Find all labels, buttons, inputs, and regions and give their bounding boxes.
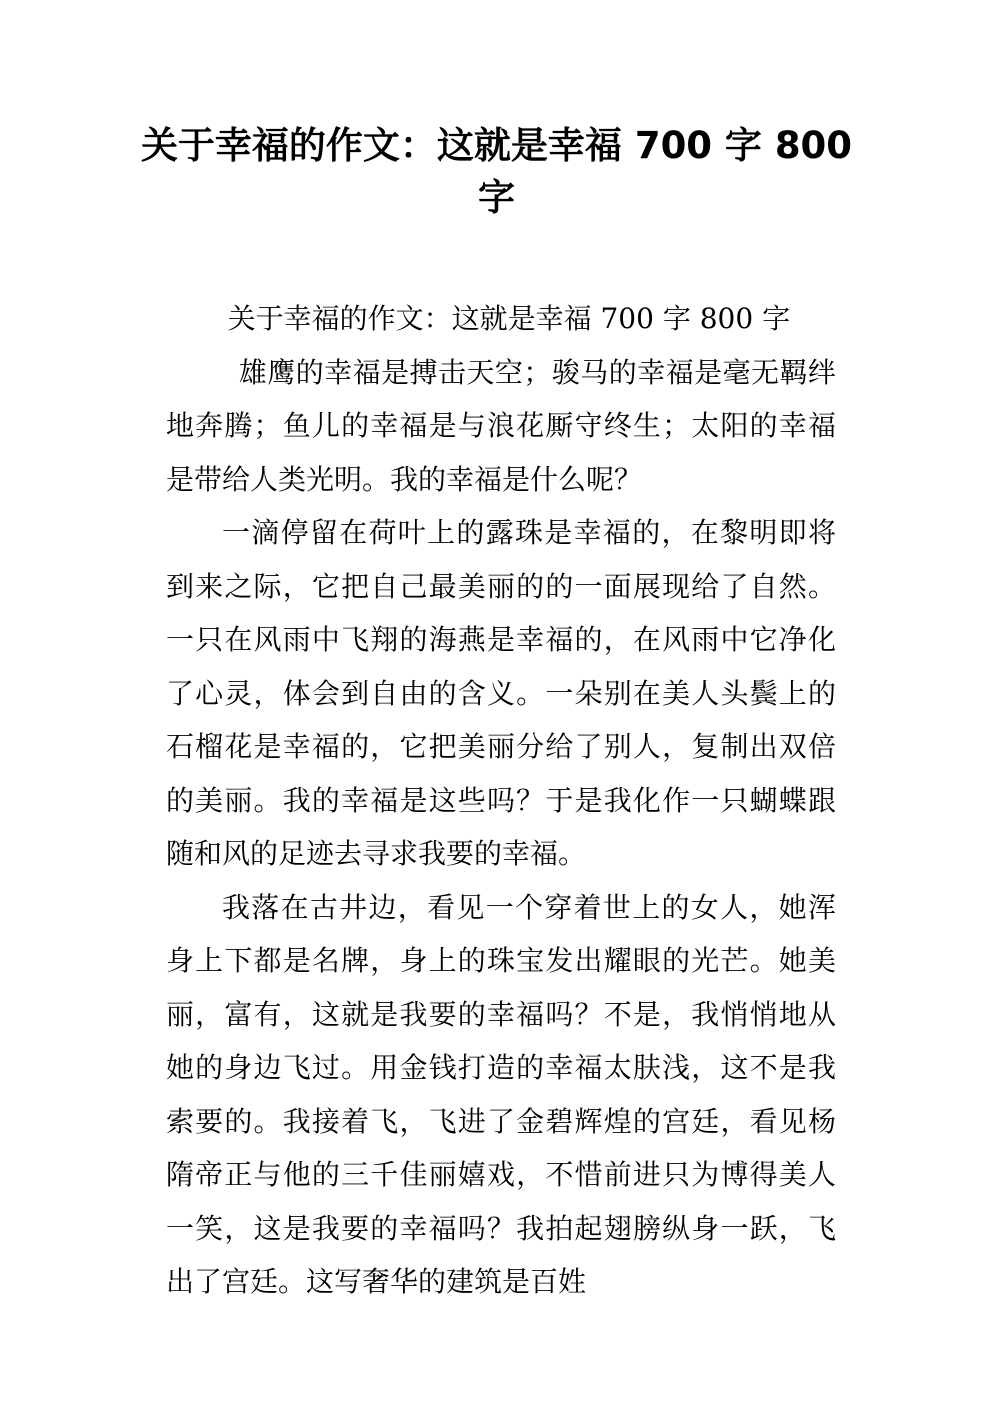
paragraph: 雄鹰的幸福是搏击天空；骏马的幸福是毫无羁绊地奔腾；鱼儿的幸福是与浪花厮守终生；太阳的幸福是带给人类光明。我的幸福是什么呢？ [166,355,836,496]
paragraph: 一滴停留在荷叶上的露珠是幸福的，在黎明即将到来之际，它把自己最美丽的的一面展现给了自然。一只在风雨中飞翔的海燕是幸福的，在风雨中它净化了心灵，体会到自由的含义。一朵别在美人头鬓上的石榴花是幸福的，它把美丽分给了别人，复制出双倍的美丽。我的幸福是这些吗？于是我化作一只蝴蝶跟随和风的足迹去寻求我要的幸福。 [166,516,836,870]
paragraph: 我落在古井边，看见一个穿着世上的女人，她浑身上下都是名牌，身上的珠宝发出耀眼的光芒。她美丽，富有，这就是我要的幸福吗？不是，我悄悄地从她的身边飞过。用金钱打造的幸福太肤浅，这不是我索要的。我接着飞，飞进了金碧辉煌的宫廷，看见杨隋帝正与他的三千佳丽嬉戏，不惜前进只为博得美人一笑，这是我要的幸福吗？我拍起翅膀纵身一跃，飞出了宫廷。这写奢华的建筑是百姓 [166,890,836,1298]
document-title: 关于幸福的作文：这就是幸福 700 字 800 字 [140,124,853,219]
document-body [166,292,836,1309]
paragraph-subtitle: 关于幸福的作文：这就是幸福 700 字 800 字 [227,302,791,335]
